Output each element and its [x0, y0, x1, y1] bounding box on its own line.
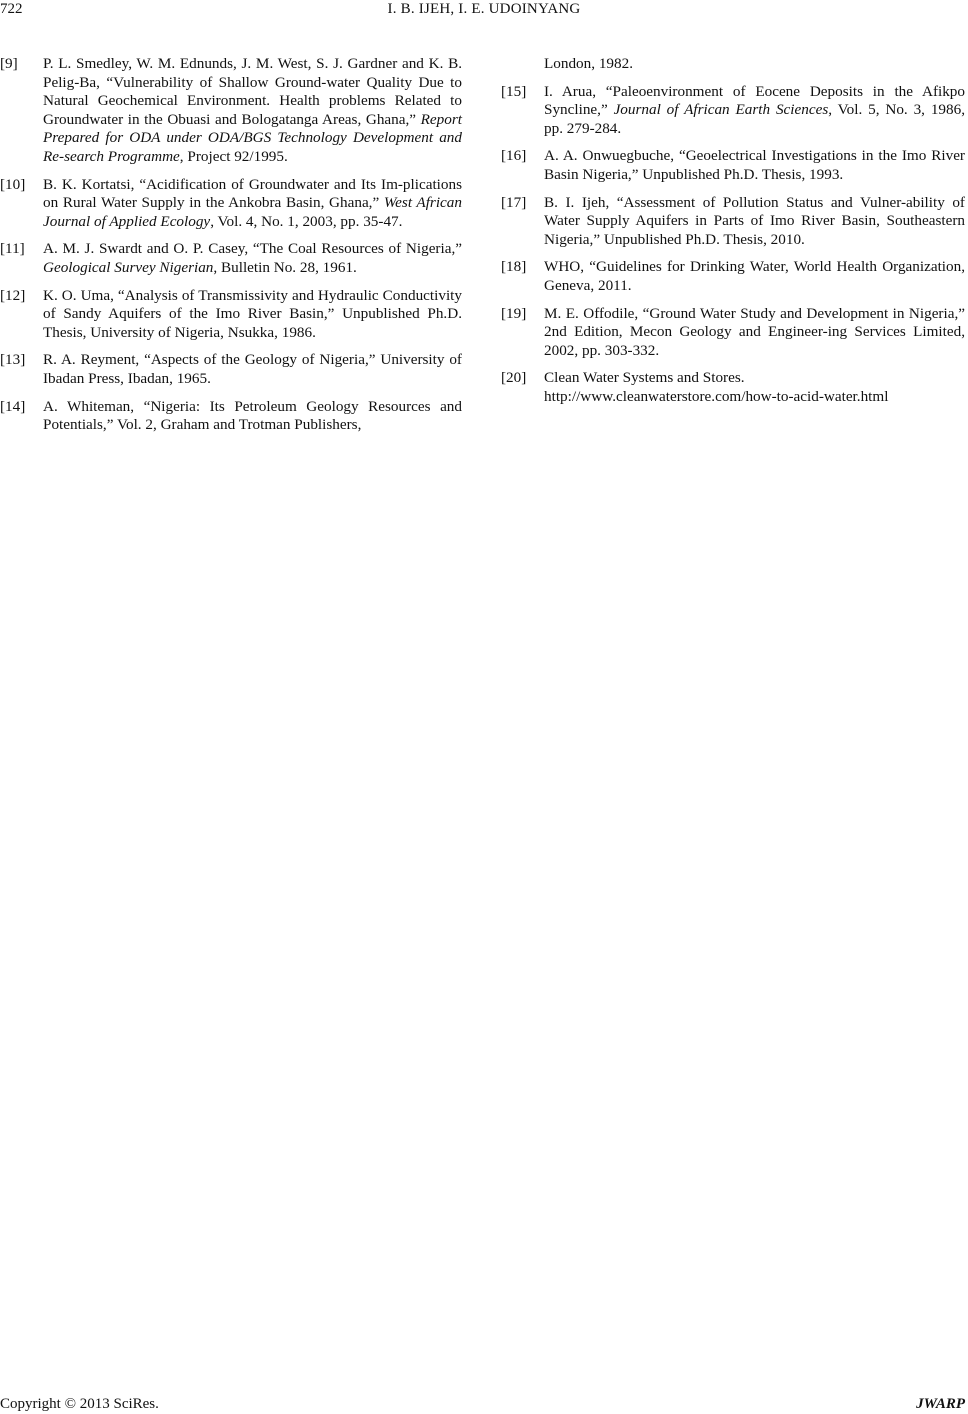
- reference-20: [501, 369, 965, 406]
- reference-12: [0, 287, 462, 343]
- reference-text: WHO, “Guidelines for Drinking Water, World Health Organization, Geneva, 2011.: [544, 258, 965, 294]
- reference-text: A. Whiteman, “Nigeria: Its Petroleum Geology Resources and Potentials,” Vol. 2, Graham and Trotman Publishers,: [43, 397, 462, 434]
- page-footer: [0, 1395, 965, 1414]
- reference-number: [16]: [501, 147, 527, 165]
- reference-text: B. I. Ijeh, “Assessment of Pollution Status and Vulner-ability of Water Supply Aquifers in Parts of Imo River Basin, Southeastern Nigeria,” Unpublished Ph.D. Thesis, 2010.: [544, 193, 965, 248]
- reference-text: M. E. Offodile, “Ground Water Study and Development in Nigeria,” 2nd Edition, Mecon Geology and Engineer-ing Services Limited, 2002, pp. 303-332.: [544, 304, 965, 359]
- reference-text: K. O. Uma, “Analysis of Transmissivity and Hydraulic Conductivity of Sandy Aquifers of the Imo River Basin,” Unpublished Ph.D. Thesis, University of Nigeria, Nsukka, 1986.: [43, 286, 462, 341]
- reference-source: Journal of African Earth Sciences: [613, 101, 829, 119]
- reference-text: P. L. Smedley, W. M. Ednunds, J. M. West, S. J. Gardner and K. B. Pelig-Ba, “Vulnerability of Shallow Ground-water Quality Due to Natural Geochemical Environment. Health problems Related to Groundwater in the Obuasi and Bologatanga Areas, Ghana,”: [43, 55, 462, 128]
- reference-number: [10]: [0, 175, 26, 193]
- page-number: 722: [0, 1, 23, 17]
- reference-details: , Vol. 5, No. 3, 1986, pp. 279-284.: [544, 101, 966, 137]
- reference-number: [9]: [0, 55, 18, 72]
- reference-number: [20]: [501, 369, 527, 387]
- right-column: [501, 55, 965, 416]
- reference-text: London, 1982.: [544, 55, 634, 72]
- reference-details: , Vol. 4, No. 1, 2003, pp. 35-47.: [210, 212, 403, 230]
- reference-text: I. Arua, “Paleoenvironment of Eocene Deposits in the Afikpo Syncline,”: [544, 82, 965, 119]
- reference-9: [0, 55, 462, 167]
- running-title: I. B. IJEH, I. E. UDOINYANG: [387, 1, 581, 17]
- reference-text: A. M. J. Swardt and O. P. Casey, “The Coal Resources of Nigeria,”: [43, 240, 462, 258]
- reference-18: [501, 258, 965, 295]
- reference-details: , Project 92/1995.: [179, 147, 288, 165]
- reference-number: [12]: [0, 286, 26, 304]
- reference-text: R. A. Reyment, “Aspects of the Geology of Nigeria,” University of Ibadan Press, Ibadan, 1965.: [43, 351, 462, 387]
- page-header: [0, 0, 968, 24]
- reference-text: B. K. Kortatsi, “Acidification of Groundwater and Its Im-plications on Rural Water Supply in the Ankobra Basin, Ghana,”: [43, 175, 462, 212]
- reference-16: [501, 147, 965, 184]
- reference-url[interactable]: http://www.cleanwaterstore.com/how-to-acid-water.html: [544, 387, 889, 405]
- reference-13: [0, 351, 462, 388]
- reference-15: [501, 83, 965, 139]
- reference-source: West African Journal of Applied Ecology: [43, 194, 462, 230]
- reference-details: , Bulletin No. 28, 1961.: [213, 258, 357, 276]
- reference-number: [17]: [501, 193, 527, 211]
- reference-11: [0, 240, 462, 277]
- reference-source: Geological Survey Nigerian: [43, 258, 214, 276]
- reference-17: [501, 194, 965, 250]
- reference-text: A. A. Onwuegbuche, “Geoelectrical Investigations in the Imo River Basin Nigeria,” Unpublished Ph.D. Thesis, 1993.: [544, 147, 965, 183]
- reference-number: [18]: [501, 258, 527, 276]
- reference-number: [19]: [501, 304, 527, 322]
- reference-14: [0, 398, 462, 435]
- reference-number: [13]: [0, 351, 26, 369]
- reference-source: Report Prepared for ODA under ODA/BGS Technology Development and Re-search Programme: [43, 110, 462, 165]
- reference-number: [14]: [0, 397, 26, 415]
- copyright-notice: Copyright © 2013 SciRes.: [0, 1396, 159, 1412]
- reference-number: [15]: [501, 82, 527, 100]
- reference-10: [0, 176, 462, 232]
- reference-14-continuation: [501, 55, 965, 74]
- left-column: [0, 55, 462, 444]
- reference-19: [501, 305, 965, 361]
- reference-text: Clean Water Systems and Stores.: [544, 369, 745, 387]
- journal-abbreviation: JWARP: [916, 1396, 965, 1412]
- reference-number: [11]: [0, 240, 25, 258]
